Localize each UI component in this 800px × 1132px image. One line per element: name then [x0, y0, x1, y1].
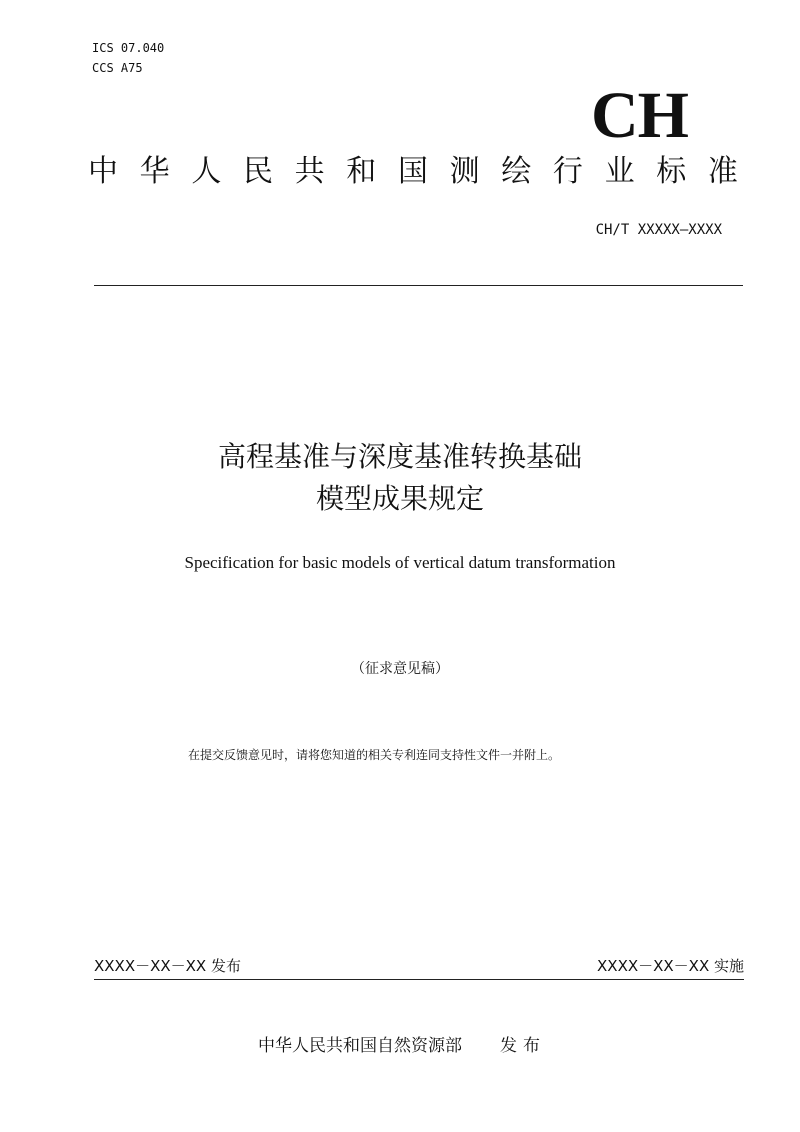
standard-type-char: 中	[88, 154, 118, 189]
standard-type-char: 绘	[501, 154, 532, 189]
title-line-1: 高程基准与深度基准转换基础	[217, 440, 582, 473]
standard-type-char: 测	[449, 154, 480, 189]
standard-type-char: 准	[707, 154, 738, 189]
date-row	[94, 955, 744, 979]
standard-type-char: 业	[604, 154, 635, 189]
header-divider	[94, 285, 743, 286]
ch-logo: CH	[591, 79, 688, 152]
standard-type-char: 人	[191, 154, 222, 189]
title-line-2: 模型成果规定	[315, 482, 484, 515]
standard-type-char: 民	[242, 154, 273, 189]
draft-status: （征求意见稿）	[351, 662, 449, 677]
ics-code: ICS 07.040	[92, 41, 165, 55]
classification-codes	[92, 38, 164, 78]
issuer-action: 发布	[500, 1036, 546, 1056]
issuer-line	[258, 1034, 546, 1058]
footer-divider	[94, 979, 744, 980]
standard-type-char: 共	[294, 154, 325, 189]
standard-type-char: 和	[346, 154, 377, 189]
standard-type-char: 标	[656, 154, 687, 189]
publish-date: XXXX－XX－XX 发布	[94, 957, 241, 975]
patent-note: 在提交反馈意见时，请将您知道的相关专利连同支持性文件一并附上。	[188, 748, 561, 762]
ccs-code: CCS A75	[92, 61, 143, 75]
english-title: Specification for basic models of vertical datum transformation	[184, 553, 616, 572]
standard-type-char: 华	[139, 154, 170, 189]
standard-code: CH/T XXXXX—XXXX	[595, 222, 722, 238]
standard-type-char: 行	[552, 154, 583, 189]
standard-type-char: 国	[397, 154, 428, 189]
effective-date: XXXX－XX－XX 实施	[597, 957, 744, 975]
issuer-name: 中华人民共和国自然资源部	[258, 1036, 462, 1056]
standard-type-heading	[88, 152, 738, 192]
document-title	[0, 436, 800, 520]
